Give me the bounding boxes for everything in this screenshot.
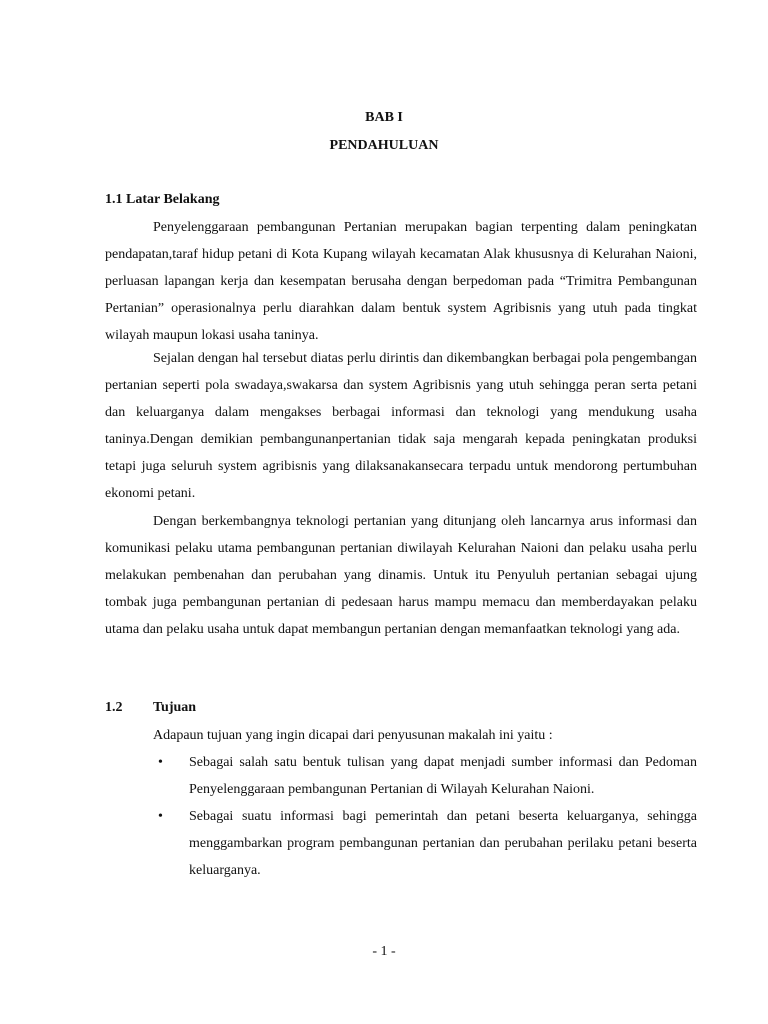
- paragraph-3: Dengan berkembangnya teknologi pertanian yang ditunjang oleh lancarnya arus informasi dan komunikasi pelaku utama pembangunan pertanian diwilayah Kelurahan Naioni dan pelaku usaha perlu melakukan pembenahan dan perubahan yang dinamis. Untuk itu Penyuluh pertanian sebagai ujung tombak juga pembangunan pertanian di pedesaan harus mampu memacu dan memberdayakan pelaku utama dan pelaku usaha untuk dapat membangun pertanian dengan memanfaatkan teknologi yang ada.: [105, 514, 697, 637]
- section-title: Tujuan: [153, 700, 197, 715]
- tujuan-intro: Adapaun tujuan yang ingin dicapai dari penyusunan makalah ini yaitu :: [153, 728, 553, 743]
- bullet-icon: •: [158, 755, 163, 770]
- section-number: 1.2: [105, 700, 123, 715]
- section-heading-latar-belakang: 1.1 Latar Belakang: [105, 192, 220, 207]
- bullet-text: Sebagai suatu informasi bagi pemerintah dan petani beserta keluarganya, sehingga menggambarkan program pembangunan pertanian dan perubahan perilaku petani beserta keluarganya.: [189, 809, 697, 878]
- chapter-number: BAB I: [365, 110, 403, 125]
- bullet-list-item-1: [153, 749, 697, 803]
- section-heading-tujuan: [105, 699, 405, 717]
- bullet-icon: •: [158, 809, 163, 824]
- bullet-list-item-2: [153, 803, 697, 884]
- paragraph-1: Penyelenggaraan pembangunan Pertanian merupakan bagian terpenting dalam peningkatan pendapatan,taraf hidup petani di Kota Kupang wilayah kecamatan Alak khususnya di Kelurahan Naioni, perluasan lapangan kerja dan kesempatan berusaha dengan berpedoman pada “Trimitra Pembangunan Pertanian” operasionalnya perlu diarahkan dalam bentuk system Agribisnis yang utuh pada tingkat wilayah maupun lokasi usaha taninya.: [105, 220, 697, 343]
- bullet-text: Sebagai salah satu bentuk tulisan yang dapat menjadi sumber informasi dan Pedoman Penyelenggaraan pembangunan Pertanian di Wilayah Kelurahan Naioni.: [189, 755, 697, 797]
- chapter-title: PENDAHULUAN: [329, 138, 439, 153]
- paragraph-2: Sejalan dengan hal tersebut diatas perlu dirintis dan dikembangkan berbagai pola pengembangan pertanian seperti pola swadaya,swakarsa dan system Agribisnis yang utuh sehingga peran serta petani dan keluarganya dalam mengakses berbagai informasi dan teknologi yang mendukung usaha taninya.Dengan demikian pembangunanpertanian tidak saja mengarah kepada peningkatan produksi tetapi juga seluruh system agribisnis yang dilaksanakansecara terpadu untuk mendorong pertumbuhan ekonomi petani.: [105, 351, 697, 501]
- page-number: - 1 -: [372, 944, 396, 959]
- list-item: [153, 749, 697, 803]
- list-item: [153, 803, 697, 884]
